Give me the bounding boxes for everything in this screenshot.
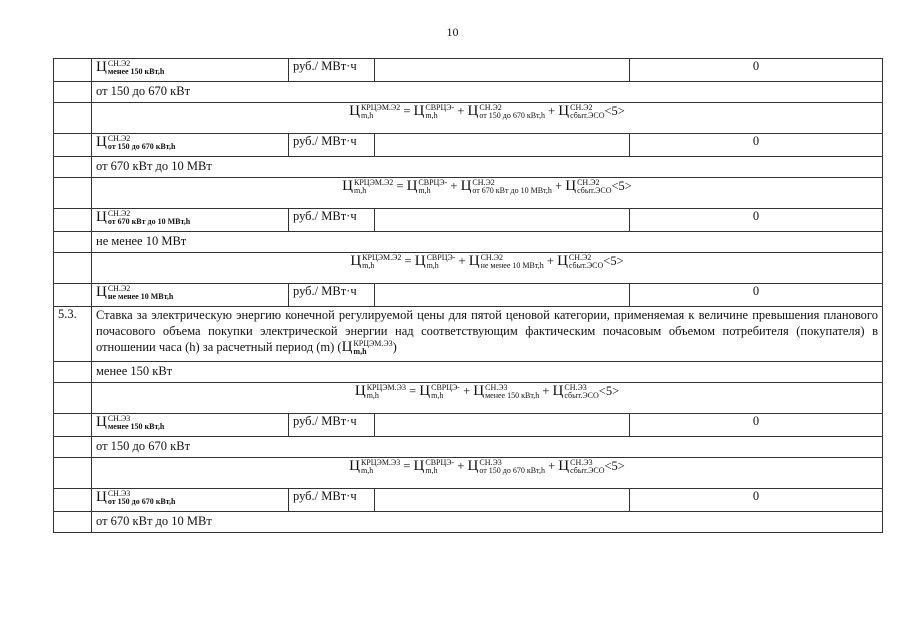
superscript: СН.Э2 <box>472 178 495 188</box>
index-stack <box>431 384 460 400</box>
superscript: КРЦЭМ.Э3 <box>366 383 406 393</box>
price-symbol: Ц <box>341 339 353 355</box>
item-description <box>92 307 883 362</box>
number-cell <box>54 59 92 82</box>
superscript: СН.Э2 <box>577 178 600 188</box>
number-cell <box>54 178 92 209</box>
index-stack <box>479 104 545 120</box>
unit-cell: руб./ МВт·ч <box>289 284 375 307</box>
table-row <box>54 82 883 103</box>
price-symbol: Ц <box>96 209 107 225</box>
footnote-ref: <5> <box>611 179 632 193</box>
operator: + <box>455 254 469 268</box>
superscript: СН.Э3 <box>107 414 131 424</box>
operator: = <box>400 459 414 473</box>
superscript: СВРЦЭ- <box>425 103 455 113</box>
range-label: от 670 кВт до 10 МВт <box>92 512 883 533</box>
superscript: СН.Э3 <box>570 458 593 468</box>
footnote-ref: <5> <box>604 459 625 473</box>
price-symbol: Ц <box>460 178 472 194</box>
range-label: от 150 до 670 кВт <box>92 82 883 103</box>
subscript: m,h <box>426 261 439 271</box>
index-stack <box>485 384 539 400</box>
price-symbol: Ц <box>468 253 480 269</box>
superscript: КРЦЭМ.Э2 <box>354 178 394 188</box>
index-stack <box>361 104 400 120</box>
price-symbol: Ц <box>473 383 485 399</box>
empty-cell <box>375 489 630 512</box>
operator: + <box>544 459 559 473</box>
subscript: менее 150 кВт,h <box>107 67 165 77</box>
table-row <box>54 134 883 157</box>
item-text: Ставка за электрическую энергию конечной регулируемой цены для пятой ценовой категории, применяемая к величине превышения планового почасового объема покупки электрической энергии над соответствующим фактическим почасовым объемом потребителя (покупателя) в отношении часа (h) за расчетный период (m) ( <box>96 308 878 354</box>
index-stack <box>570 104 604 120</box>
subscript: от 670 кВт до 10 МВт,h <box>472 186 552 196</box>
index-stack <box>472 179 552 195</box>
footnote-ref: <5> <box>603 254 624 268</box>
empty-cell <box>375 59 630 82</box>
subscript: сбыт.ЭСО <box>568 261 604 271</box>
superscript: СН.Э3 <box>485 383 508 393</box>
superscript: СН.Э2 <box>570 103 593 113</box>
empty-cell <box>375 209 630 232</box>
price-symbol: Ц <box>96 414 107 430</box>
superscript: СН.Э3 <box>564 383 587 393</box>
footnote-ref: <5> <box>604 104 625 118</box>
number-cell <box>54 103 92 134</box>
symbol-cell <box>92 414 289 437</box>
superscript: СВРЦЭ- <box>418 178 448 188</box>
subscript: от 150 до 670 кВт,h <box>479 111 545 121</box>
value-cell: 0 <box>630 209 883 232</box>
price-symbol: Ц <box>413 458 425 474</box>
table-row <box>54 178 883 209</box>
subscript: менее 150 кВт,h <box>485 391 540 401</box>
table-row <box>54 414 883 437</box>
table-row <box>54 157 883 178</box>
formula-cell <box>92 253 883 284</box>
number-cell <box>54 414 92 437</box>
number-cell <box>54 82 92 103</box>
index-stack <box>108 490 176 506</box>
operator: = <box>400 104 414 118</box>
subscript: m,h <box>354 186 367 196</box>
superscript: КРЦЭМ.Э2 <box>360 103 401 113</box>
operator: + <box>543 254 558 268</box>
price-symbol: Ц <box>414 253 426 269</box>
value-cell: 0 <box>630 134 883 157</box>
subscript: сбыт.ЭСО <box>577 186 612 196</box>
superscript: СВРЦЭ- <box>426 253 456 263</box>
superscript: КРЦЭМ.Э3 <box>360 458 401 468</box>
symbol-cell <box>92 59 289 82</box>
subscript: не менее 10 МВт,h <box>107 292 174 302</box>
superscript: СН.Э2 <box>568 253 592 263</box>
subscript: m,h <box>425 466 438 476</box>
table-row <box>54 512 883 533</box>
subscript: m,h <box>360 111 374 121</box>
price-symbol: Ц <box>552 383 564 399</box>
symbol-cell <box>92 284 289 307</box>
index-stack <box>418 179 447 195</box>
subscript: от 670 кВт до 10 МВт,h <box>107 217 191 227</box>
number-cell <box>54 362 92 383</box>
value-cell: 0 <box>630 59 883 82</box>
number-cell <box>54 437 92 458</box>
range-label: от 670 кВт до 10 МВт <box>92 157 883 178</box>
formula-cell <box>92 458 883 489</box>
unit-cell: руб./ МВт·ч <box>289 209 375 232</box>
price-symbol: Ц <box>558 458 570 474</box>
superscript: СН.Э2 <box>107 284 131 294</box>
superscript: СН.Э2 <box>107 134 131 144</box>
index-stack <box>108 60 164 76</box>
price-symbol: Ц <box>558 103 570 119</box>
number-cell <box>54 284 92 307</box>
symbol-cell <box>92 134 289 157</box>
subscript: от 150 до 670 кВт,h <box>107 142 176 152</box>
subscript: не менее 10 МВт,h <box>480 261 544 271</box>
table-row <box>54 284 883 307</box>
index-stack <box>479 459 545 475</box>
price-symbol: Ц <box>406 178 418 194</box>
operator: = <box>393 179 407 193</box>
superscript: СН.Э2 <box>479 103 502 113</box>
index-stack <box>367 384 406 400</box>
subscript: m,h <box>431 391 444 401</box>
price-symbol: Ц <box>96 59 107 75</box>
table-row <box>54 103 883 134</box>
price-symbol: Ц <box>350 253 362 269</box>
table-row <box>54 362 883 383</box>
index-stack <box>427 254 456 270</box>
index-stack <box>570 459 604 475</box>
empty-cell <box>375 284 630 307</box>
number-cell <box>54 512 92 533</box>
index-stack <box>362 254 401 270</box>
index-stack <box>108 210 190 226</box>
subscript: от 150 до 670 кВт,h <box>107 497 176 507</box>
unit-cell: руб./ МВт·ч <box>289 59 375 82</box>
range-label: не менее 10 МВт <box>92 232 883 253</box>
operator: + <box>539 384 553 398</box>
price-symbol: Ц <box>557 253 568 269</box>
operator: + <box>454 104 468 118</box>
superscript: КРЦЭМ.Э3 <box>353 339 393 349</box>
number-cell <box>54 383 92 414</box>
superscript: СН.Э2 <box>480 253 503 263</box>
operator: + <box>454 459 468 473</box>
price-symbol: Ц <box>96 284 107 300</box>
price-symbol: Ц <box>96 134 107 150</box>
symbol-cell <box>92 209 289 232</box>
price-symbol: Ц <box>419 383 431 399</box>
subscript: m,h <box>362 261 375 271</box>
superscript: СВРЦЭ- <box>425 458 455 468</box>
formula-cell <box>92 178 883 209</box>
superscript: СВРЦЭ- <box>431 383 460 393</box>
superscript: СН.Э2 <box>107 59 131 69</box>
subscript: m,h <box>366 391 379 401</box>
index-stack <box>564 384 598 400</box>
value-cell: 0 <box>630 414 883 437</box>
price-symbol: Ц <box>349 103 360 119</box>
index-stack <box>481 254 544 270</box>
formula-cell <box>92 103 883 134</box>
number-cell <box>54 134 92 157</box>
table-row <box>54 489 883 512</box>
operator: + <box>447 179 461 193</box>
number-cell <box>54 209 92 232</box>
closing-paren: ) <box>392 340 397 354</box>
price-symbol: Ц <box>413 103 425 119</box>
index-stack <box>425 104 454 120</box>
table-row <box>54 437 883 458</box>
table-row <box>54 209 883 232</box>
footnote-ref: <5> <box>598 384 620 398</box>
operator: = <box>401 254 415 268</box>
price-symbol: Ц <box>565 178 577 194</box>
superscript: СН.Э3 <box>479 458 502 468</box>
index-stack <box>425 459 454 475</box>
page-number: 10 <box>446 25 459 39</box>
table-row <box>54 232 883 253</box>
item-number: 5.3. <box>54 307 92 362</box>
index-stack <box>108 415 164 431</box>
price-symbol: Ц <box>467 458 479 474</box>
index-stack <box>361 459 400 475</box>
operator: + <box>459 384 474 398</box>
superscript: СН.Э3 <box>107 489 131 499</box>
empty-cell <box>375 134 630 157</box>
subscript: менее 150 кВт,h <box>107 422 165 432</box>
index-stack <box>108 135 176 151</box>
index-stack <box>354 179 393 195</box>
operator: + <box>544 104 559 118</box>
subscript: m,h <box>418 186 431 196</box>
subscript: сбыт.ЭСО <box>564 391 599 401</box>
table-row <box>54 59 883 82</box>
table-row <box>54 253 883 284</box>
index-stack <box>569 254 603 270</box>
index-stack <box>108 285 174 301</box>
operator: + <box>551 179 566 193</box>
superscript: КРЦЭМ.Э2 <box>362 253 402 263</box>
subscript: m,h <box>360 466 374 476</box>
price-symbol: Ц <box>342 178 353 194</box>
index-stack <box>353 340 392 356</box>
subscript: m,h <box>353 347 367 357</box>
number-cell <box>54 157 92 178</box>
subscript: сбыт.ЭСО <box>570 111 605 121</box>
number-cell <box>54 489 92 512</box>
price-symbol: Ц <box>96 489 107 505</box>
subscript: m,h <box>425 111 438 121</box>
number-cell <box>54 232 92 253</box>
table-row <box>54 458 883 489</box>
symbol-cell <box>92 489 289 512</box>
price-symbol: Ц <box>354 383 366 399</box>
range-label: от 150 до 670 кВт <box>92 437 883 458</box>
value-cell: 0 <box>630 489 883 512</box>
number-cell <box>54 458 92 489</box>
value-cell: 0 <box>630 284 883 307</box>
superscript: СН.Э2 <box>107 209 131 219</box>
unit-cell: руб./ МВт·ч <box>289 489 375 512</box>
table-row <box>54 307 883 362</box>
unit-cell: руб./ МВт·ч <box>289 134 375 157</box>
formula-cell <box>92 383 883 414</box>
unit-cell: руб./ МВт·ч <box>289 414 375 437</box>
number-cell <box>54 253 92 284</box>
subscript: от 150 до 670 кВт,h <box>479 466 545 476</box>
operator: = <box>405 384 420 398</box>
range-label: менее 150 кВт <box>92 362 883 383</box>
price-symbol: Ц <box>349 458 360 474</box>
empty-cell <box>375 414 630 437</box>
index-stack <box>577 179 611 195</box>
table-row <box>54 383 883 414</box>
subscript: сбыт.ЭСО <box>570 466 605 476</box>
price-symbol: Ц <box>467 103 479 119</box>
tariff-table <box>53 58 883 533</box>
